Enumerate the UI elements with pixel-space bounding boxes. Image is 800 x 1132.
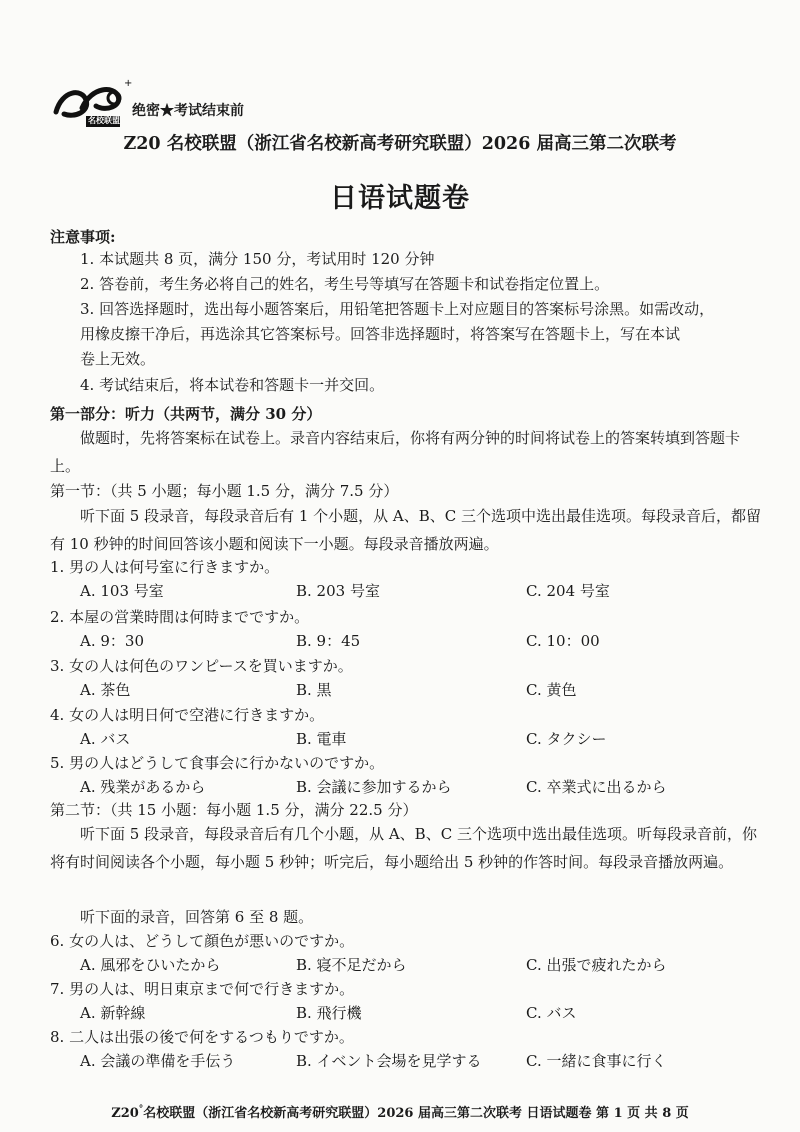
question: 3. 女の人は何色のワンピースを買いますか。 — [50, 657, 353, 675]
option-a: A. 風邪をひいたから — [80, 956, 221, 974]
note-item: 用橡皮擦干净后，再选涂其它答案标号。回答非选择题时，将答案写在答题卡上，写在本试 — [80, 325, 681, 343]
question: 6. 女の人は、どうして顔色が悪いのですか。 — [50, 932, 355, 950]
option-b: B. 電車 — [296, 730, 347, 748]
option-c: C. タクシー — [526, 730, 607, 748]
svg-text:+: + — [124, 78, 132, 89]
option-b: B. イベント会場を見学する — [296, 1052, 482, 1070]
option-b: B. 会議に参加するから — [296, 778, 452, 796]
confidential-label: 绝密★考试结束前 — [132, 103, 244, 119]
question: 7. 男の人は、明日東京まで何で行きますか。 — [50, 980, 355, 998]
footer-star: ° — [138, 1104, 144, 1115]
note-item: 卷上无效。 — [80, 350, 156, 368]
note-item: 1. 本试题共 8 页，满分 150 分，考试用时 120 分钟 — [80, 250, 435, 268]
logo — [52, 78, 132, 128]
page-footer — [0, 1102, 800, 1121]
option-a: A. 茶色 — [80, 681, 131, 699]
option-a: A. 残業があるから — [80, 778, 206, 796]
question: 1. 男の人は何号室に行きますか。 — [50, 558, 280, 576]
option-c: C. 204 号室 — [526, 582, 610, 600]
option-b: B. 9：45 — [296, 632, 361, 650]
note-item: 2. 答卷前，考生务必将自己的姓名，考生号等填写在答题卡和试卷指定位置上。 — [80, 275, 610, 293]
section2-instruction: 听下面 5 段录音，每段录音后有几个小题，从 A、B、C 三个选项中选出最佳选项。听每段录音前，你将有时间阅读各个小题，每小题 5 秒钟；听完后，每小题给出 5 秒钟的作答时间。每段录音播放两遍。 — [50, 825, 757, 871]
question: 5. 男の人はどうして食事会に行かないのですか。 — [50, 754, 385, 772]
notes-heading: 注意事项: — [50, 228, 116, 246]
option-c: C. 黄色 — [526, 681, 577, 699]
option-b: B. 黒 — [296, 681, 332, 699]
option-c: C. 10：00 — [526, 632, 600, 650]
group-intro: 听下面的录音，回答第 6 至 8 题。 — [80, 908, 314, 926]
part1-heading: 第一部分：听力（共两节，满分 30 分） — [50, 405, 322, 423]
option-a: A. 9：30 — [80, 632, 144, 650]
footer-text: 名校联盟（浙江省名校新高考研究联盟）2026 届高三第二次联考 日语试题卷 第 1 页 共 8 页 — [143, 1106, 689, 1121]
option-a: A. 新幹線 — [80, 1004, 146, 1022]
option-b: B. 飛行機 — [296, 1004, 362, 1022]
option-c: C. 出張で疲れたから — [526, 956, 667, 974]
logo-text: 名校联盟 — [88, 116, 120, 125]
option-c: C. 卒業式に出るから — [526, 778, 667, 796]
question: 4. 女の人は明日何で空港に行きますか。 — [50, 706, 325, 724]
footer-prefix: Z20 — [111, 1106, 139, 1121]
option-c: C. 一緒に食事に行く — [526, 1052, 667, 1070]
exam-header: Z20 名校联盟（浙江省名校新高考研究联盟）2026 届高三第二次联考 — [123, 134, 677, 154]
section1-heading: 第一节：（共 5 小题；每小题 1.5 分，满分 7.5 分） — [50, 482, 399, 500]
option-a: A. バス — [80, 730, 131, 748]
option-a: A. 会議の準備を手伝う — [80, 1052, 236, 1070]
part1-instruction: 做题时，先将答案标在试卷上。录音内容结束后，你将有两分钟的时间将试卷上的答案转填到答题卡上。 — [50, 429, 741, 475]
question: 2. 本屋の営業時間は何時までですか。 — [50, 608, 310, 626]
note-item: 4. 考试结束后，将本试卷和答题卡一并交回。 — [80, 376, 385, 394]
option-a: A. 103 号室 — [80, 582, 164, 600]
option-c: C. バス — [526, 1004, 577, 1022]
question: 8. 二人は出張の後で何をするつもりですか。 — [50, 1028, 354, 1046]
page-title: 日语试题卷 — [330, 183, 470, 214]
note-item: 3. 回答选择题时，选出每小题答案后，用铅笔把答题卡上对应题目的答案标号涂黑。如需改动， — [80, 300, 715, 318]
section1-instruction: 听下面 5 段录音，每段录音后有 1 个小题，从 A、B、C 三个选项中选出最佳选项。每段录音后，都留有 10 秒钟的时间回答该小题和阅读下一小题。每段录音播放两遍。 — [50, 507, 762, 553]
option-b: B. 203 号室 — [296, 582, 380, 600]
option-b: B. 寝不足だから — [296, 956, 407, 974]
section2-heading: 第二节：（共 15 小题：每小题 1.5 分，满分 22.5 分） — [50, 801, 418, 819]
